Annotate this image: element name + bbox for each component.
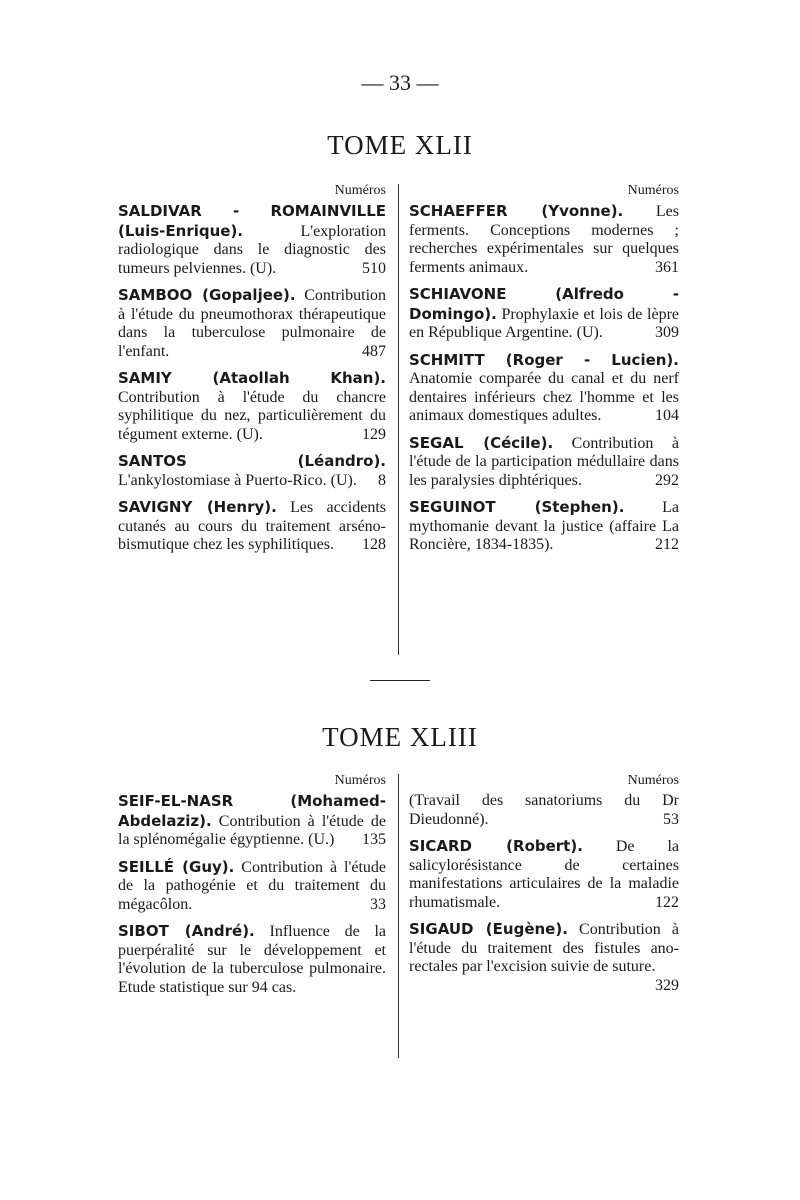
thesis-entry (118, 286, 386, 361)
thesis-number: 8 (378, 471, 386, 489)
numeros-header: Numéros (627, 183, 679, 198)
author-name: SEILLÉ (Guy). (118, 857, 235, 876)
numeros-header: Numéros (334, 773, 386, 788)
thesis-entry (118, 922, 386, 997)
thesis-entry (409, 920, 679, 995)
thesis-number: 104 (655, 407, 679, 424)
section-separator (370, 680, 430, 681)
thesis-title: La mythomanie devant la justice (affaire La Roncière, 1834-1835). (409, 499, 679, 553)
thesis-entry (118, 792, 386, 850)
page-number: — 33 — (361, 70, 439, 95)
thesis-title: Contribution à l'étude de la splénomégalie égyptienne. (U.) (118, 812, 386, 848)
thesis-number: 361 (655, 258, 679, 276)
tome-title: TOME XLIII (322, 722, 478, 752)
thesis-title: Les accidents cutanés au cours du traitement arséno-bismutique chez les syphilitiques. (118, 499, 386, 553)
tome-section (118, 770, 684, 1058)
thesis-title: Influence de la puerpéralité sur le développement et l'évolution de la tuberculose pulmonaire. Etude statistique sur 94 cas. (118, 923, 387, 996)
author-name: SIBOT (André). (118, 922, 255, 940)
thesis-entry (409, 498, 679, 555)
thesis-number: 33 (370, 895, 386, 913)
author-name: SAMIY (Ataollah Khan). (118, 369, 386, 387)
thesis-title: Les ferments. Conceptions modernes ; recherches expérimentales sur quelques ferments animaux. (409, 203, 680, 276)
thesis-number: 292 (655, 471, 679, 489)
thesis-title: Prophylaxie et lois de lèpre en République Argentine. (U). (409, 305, 679, 341)
thesis-number: 129 (362, 425, 386, 443)
left-column (118, 770, 386, 1058)
thesis-title: L'exploration radiologique dans le diagnostic des tumeurs pelviennes. (U). (118, 222, 386, 277)
thesis-title: L'ankylostomiase à Puerto-Rico. (U). (118, 471, 357, 489)
thesis-number: 309 (655, 324, 679, 341)
author-name: SAMBOO (Gopaljee). (118, 286, 296, 304)
thesis-number: 212 (655, 536, 679, 553)
author-name: SIGAUD (Eugène). (409, 920, 568, 938)
thesis-number: 329 (655, 976, 679, 994)
thesis-entry (409, 837, 679, 912)
thesis-number: 510 (362, 259, 386, 277)
thesis-entry (118, 369, 386, 444)
author-name: SANTOS (Léandro). (118, 452, 386, 470)
thesis-entry (118, 452, 386, 490)
numeros-header: Numéros (334, 183, 386, 198)
thesis-title: Anatomie comparée du canal et du nerf dentaires inférieurs chez l'homme et les animaux domestiques adultes. (409, 370, 679, 424)
tome-title: TOME XLII (327, 130, 473, 160)
thesis-number: 53 (663, 810, 679, 828)
thesis-entry (118, 202, 386, 278)
left-column (118, 180, 386, 655)
thesis-number: 135 (362, 831, 386, 848)
thesis-title: Contribution à l'étude du pneumothorax thérapeutique dans la tuberculose pulmonaire de l'enfant. (118, 287, 387, 360)
thesis-title: Contribution à l'étude de la participation médullaire dans les paralysies diphtériques. (409, 434, 679, 489)
thesis-entry (409, 434, 679, 491)
thesis-title: Contribution à l'étude de la pathogénie et du traitement du mégacôlon. (118, 858, 386, 913)
author-name: SEIF-EL-NASR (Mohamed-Abdelaziz). (118, 792, 386, 830)
thesis-entry (118, 498, 386, 555)
author-name: SCHIAVONE (Alfredo - Domingo). (409, 285, 679, 323)
thesis-entry (118, 858, 386, 915)
tome-section (118, 180, 684, 655)
author-name: SICARD (Robert). (409, 837, 583, 855)
thesis-entry (409, 351, 679, 426)
column-divider (398, 184, 399, 655)
thesis-number: 128 (362, 536, 386, 553)
thesis-entry (409, 285, 679, 343)
numeros-header: Numéros (627, 773, 679, 788)
thesis-entry (409, 792, 679, 829)
thesis-number: 122 (655, 893, 679, 911)
thesis-title: (Travail des sanatoriums du Dr Dieudonné). (409, 792, 679, 828)
thesis-title: De la salicylorésistance de certaines manifestations articulaires de la maladie rhumatismale. (409, 838, 680, 911)
thesis-entry (409, 202, 679, 277)
thesis-title: Contribution à l'étude du traitement des fistules ano-rectales par l'excision suivie de suture. (409, 921, 680, 975)
author-name: SALDIVAR - ROMAINVILLE (Luis-Enrique). (118, 202, 386, 240)
right-column (409, 770, 679, 1058)
right-column (409, 180, 679, 655)
thesis-title: Contribution à l'étude du chancre syphilitique du nez, particulièrement du tégument externe. (U). (118, 388, 386, 443)
author-name: SEGAL (Cécile). (409, 433, 554, 452)
column-divider (398, 774, 399, 1058)
author-name: SAVIGNY (Henry). (118, 498, 277, 516)
author-name: SEGUINOT (Stephen). (409, 498, 625, 516)
thesis-number: 487 (362, 342, 386, 360)
author-name: SCHAEFFER (Yvonne). (409, 202, 624, 220)
author-name: SCHMITT (Roger - Lucien). (409, 350, 679, 369)
